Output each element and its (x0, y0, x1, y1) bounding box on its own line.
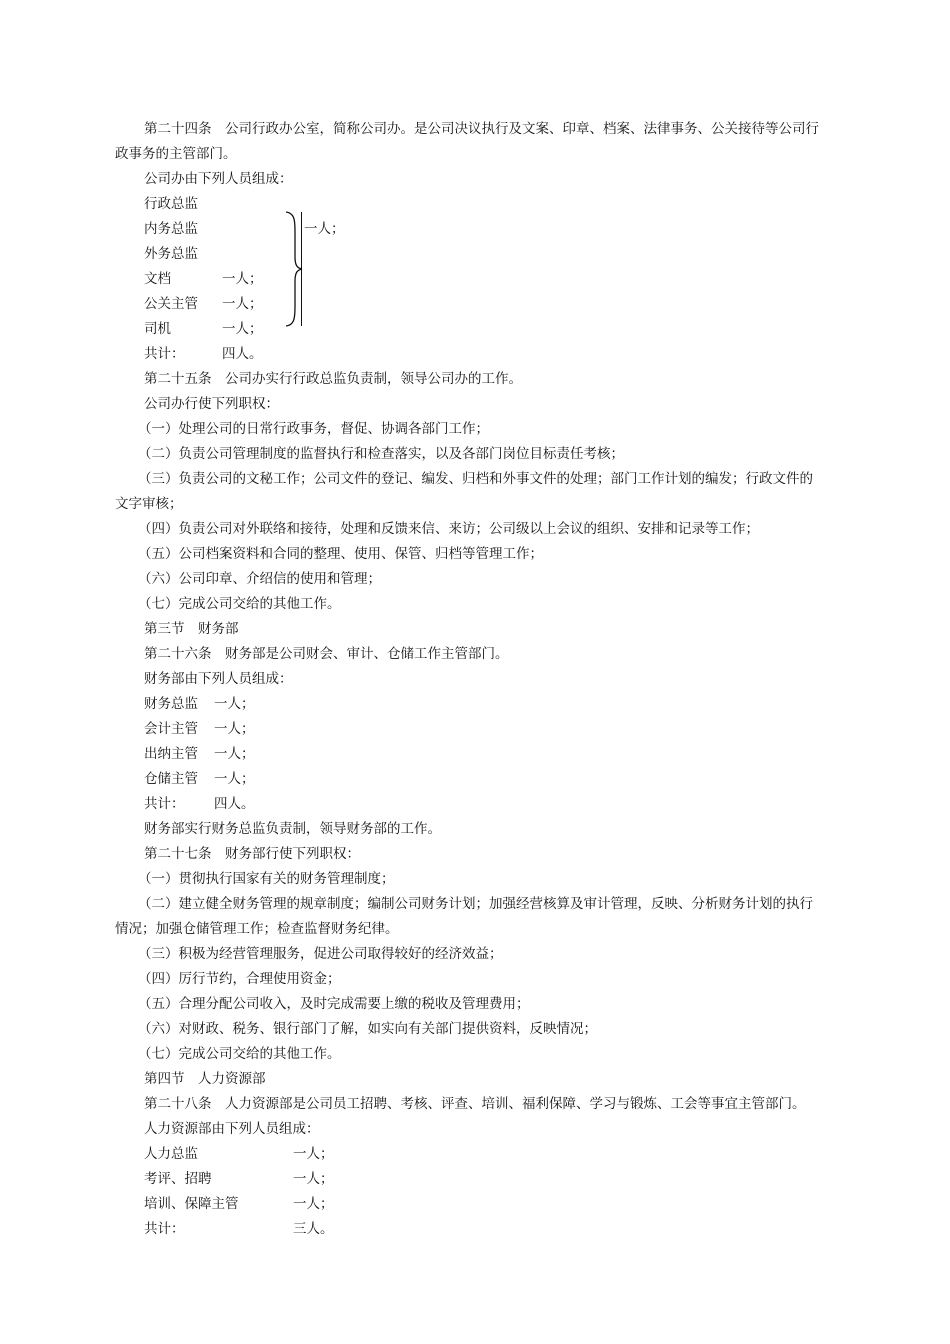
art26-member-count: 一人； (214, 696, 255, 712)
section-heading: 第四节 人力资源部 (144, 1071, 266, 1087)
art28-member-count: 一人； (293, 1146, 334, 1162)
art24-member-role: 行政总监 (144, 196, 198, 212)
art28-member-count: 一人； (293, 1196, 334, 1212)
art25-item: （六）公司印章、介绍信的使用和管理； (138, 571, 381, 587)
art26-member-role: 会计主管 (144, 721, 198, 737)
art25-item: （五）公司档案资料和合同的整理、使用、保管、归档等管理工作； (138, 546, 543, 562)
art24-member-role: 公关主管 (144, 296, 198, 312)
art26-member-count: 一人； (214, 771, 255, 787)
art26-title: 第二十六条 财务部是公司财会、审计、仓储工作主管部门。 (144, 646, 509, 662)
art25-item: （二）负责公司管理制度的监督执行和检查落实，以及各部门岗位目标责任考核； (138, 446, 624, 462)
art24-total-label: 共计： (144, 346, 185, 362)
art26-composition: 财务部由下列人员组成： (144, 671, 293, 687)
section-heading: 第三节 财务部 (144, 621, 239, 637)
art26-member-role: 财务总监 (144, 696, 198, 712)
art26-member-role: 出纳主管 (144, 746, 198, 762)
art24-composition: 公司办由下列人员组成： (144, 171, 293, 187)
art28-composition: 人力资源部由下列人员组成： (144, 1121, 320, 1137)
art27-item: （二）建立健全财务管理的规章制度；编制公司财务计划；加强经营核算及审计管理，反映、分析财务计划的执行 (138, 896, 813, 912)
art28-member-count: 一人； (293, 1171, 334, 1187)
art24-member-role: 内务总监 (144, 221, 198, 237)
art28-total-value: 三人。 (293, 1221, 334, 1237)
art26-total-label: 共计： (144, 796, 185, 812)
art28-total-label: 共计： (144, 1221, 185, 1237)
art25-title: 第二十五条 公司办实行行政总监负责制，领导公司办的工作。 (144, 371, 522, 387)
art26-member-count: 一人； (214, 721, 255, 737)
art27-item: （五）合理分配公司收入，及时完成需要上缴的税收及管理费用； (138, 996, 530, 1012)
art25-item: （四）负责公司对外联络和接待，处理和反馈来信、来访；公司级以上会议的组织、安排和记录等工作； (138, 521, 759, 537)
art24-line2: 政事务的主管部门。 (115, 146, 237, 162)
art27-item: （六）对财政、税务、银行部门了解，如实向有关部门提供资料，反映情况； (138, 1021, 597, 1037)
art27-item: （七）完成公司交给的其他工作。 (138, 1046, 341, 1062)
art24-member-role: 外务总监 (144, 246, 198, 262)
art24-line1: 第二十四条 公司行政办公室，简称公司办。是公司决议执行及文案、印章、档案、法律事务、公关接待等公司行 (144, 121, 819, 137)
art24-total-value: 四人。 (222, 346, 263, 362)
art25-item: （七）完成公司交给的其他工作。 (138, 596, 341, 612)
right-curly-brace (283, 211, 305, 327)
art25-intro: 公司办行使下列职权： (144, 396, 279, 412)
art24-member-role: 司机 (144, 321, 171, 337)
art25-item: （一）处理公司的日常行政事务，督促、协调各部门工作； (138, 421, 489, 437)
art26-member-role: 仓储主管 (144, 771, 198, 787)
art24-member-count: 一人； (222, 271, 263, 287)
art27-item: （四）厉行节约，合理使用资金； (138, 971, 341, 987)
art24-member-count: 一人； (222, 296, 263, 312)
art27-title: 第二十七条 财务部行使下列职权： (144, 846, 360, 862)
art28-member-role: 培训、保障主管 (144, 1196, 239, 1212)
art26-total-value: 四人。 (214, 796, 255, 812)
art26-responsibility: 财务部实行财务总监负责制，领导财务部的工作。 (144, 821, 441, 837)
art28-member-role: 人力总监 (144, 1146, 198, 1162)
art24-bracket-count: 一人； (304, 221, 345, 237)
art27-item: （三）积极为经营管理服务，促进公司取得较好的经济效益； (138, 946, 503, 962)
art28-title: 第二十八条 人力资源部是公司员工招聘、考核、评查、培训、福利保障、学习与锻炼、工会等事宜主管部门。 (144, 1096, 806, 1112)
art26-member-count: 一人； (214, 746, 255, 762)
art27-item: 情况；加强仓储管理工作；检查监督财务纪律。 (115, 921, 399, 937)
art27-item: （一）贯彻执行国家有关的财务管理制度； (138, 871, 395, 887)
art28-member-role: 考评、招聘 (144, 1171, 212, 1187)
art24-member-count: 一人； (222, 321, 263, 337)
art25-item: 文字审核； (115, 496, 183, 512)
art24-member-role: 文档 (144, 271, 171, 287)
art25-item: （三）负责公司的文秘工作；公司文件的登记、编发、归档和外事文件的处理；部门工作计划的编发；行政文件的 (138, 471, 813, 487)
